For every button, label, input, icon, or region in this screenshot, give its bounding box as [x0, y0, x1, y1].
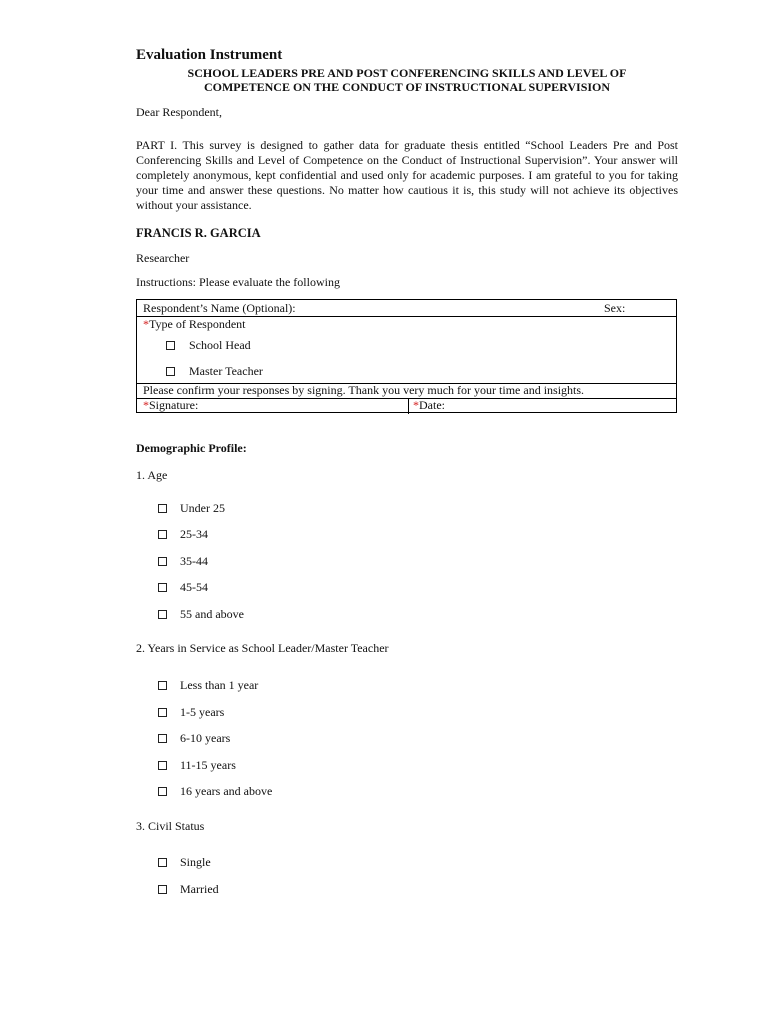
- checkbox-icon[interactable]: [158, 885, 167, 894]
- checkbox-icon[interactable]: [158, 504, 167, 513]
- checkbox-icon[interactable]: [158, 681, 167, 690]
- sex-label: Sex:: [604, 301, 626, 315]
- age-option[interactable]: 35-44: [158, 554, 208, 569]
- researcher-role: Researcher: [136, 251, 190, 265]
- checkbox-icon[interactable]: [158, 583, 167, 592]
- respondent-type-row: [137, 316, 676, 384]
- checkbox-icon[interactable]: [158, 858, 167, 867]
- question-civil-status: 3. Civil Status: [136, 819, 205, 833]
- option-master-teacher[interactable]: Master Teacher: [166, 364, 263, 379]
- document-title: Evaluation Instrument: [136, 47, 283, 63]
- checkbox-icon[interactable]: [158, 557, 167, 566]
- respondent-type-label: *Type of Respondent: [143, 317, 246, 331]
- years-service-option[interactable]: 11-15 years: [158, 758, 236, 773]
- cell-divider: [408, 398, 409, 414]
- age-option[interactable]: Under 25: [158, 501, 225, 516]
- signature-field[interactable]: *Signature:: [143, 398, 199, 412]
- question-years-service: 2. Years in Service as School Leader/Master Teacher: [136, 641, 389, 655]
- demographic-heading: Demographic Profile:: [136, 441, 247, 455]
- checkbox-icon[interactable]: [158, 761, 167, 770]
- date-field[interactable]: *Date:: [413, 398, 445, 412]
- years-service-option[interactable]: 16 years and above: [158, 784, 272, 799]
- checkbox-icon[interactable]: [158, 530, 167, 539]
- civil-status-option[interactable]: Married: [158, 882, 219, 897]
- signature-row: [137, 398, 676, 414]
- option-school-head[interactable]: School Head: [166, 338, 251, 353]
- years-service-option[interactable]: Less than 1 year: [158, 678, 258, 693]
- required-mark: *: [143, 317, 149, 331]
- required-mark: *: [143, 398, 149, 412]
- age-option[interactable]: 45-54: [158, 580, 208, 595]
- intro-paragraph: PART I. This survey is designed to gather data for graduate thesis entitled “School Leaders Pre and Post Conferencing Skills and Level of Competence on the Conduct of Instructional Supervision”. Your answer will completely anonymous, kept confidential and used only for academic purposes. I am grateful to you for taking your time and answer these questions. No matter how cautious it is, this study will not achieve its objectives without your assistance.: [136, 138, 678, 212]
- salutation: Dear Respondent,: [136, 105, 222, 119]
- confirm-text: Please confirm your responses by signing. Thank you very much for your time and insights.: [143, 383, 585, 397]
- checkbox-icon[interactable]: [166, 341, 175, 350]
- required-mark: *: [413, 398, 419, 412]
- instructions-text: Instructions: Please evaluate the following: [136, 275, 340, 289]
- checkbox-icon[interactable]: [158, 708, 167, 717]
- civil-status-option[interactable]: Single: [158, 855, 211, 870]
- years-service-option[interactable]: 6-10 years: [158, 731, 230, 746]
- respondent-name-label: Respondent’s Name (Optional):: [143, 301, 296, 315]
- researcher-name: FRANCIS R. GARCIA: [136, 226, 261, 240]
- confirm-row: [137, 383, 676, 399]
- age-option[interactable]: 55 and above: [158, 607, 244, 622]
- checkbox-icon[interactable]: [158, 787, 167, 796]
- respondent-name-row: [137, 300, 676, 317]
- age-option[interactable]: 25-34: [158, 527, 208, 542]
- checkbox-icon[interactable]: [158, 734, 167, 743]
- checkbox-icon[interactable]: [166, 367, 175, 376]
- document-subtitle-line-2: COMPETENCE ON THE CONDUCT OF INSTRUCTIONAL SUPERVISION: [203, 80, 611, 94]
- question-age: 1. Age: [136, 468, 168, 482]
- respondent-info-table: [136, 299, 677, 413]
- years-service-option[interactable]: 1-5 years: [158, 705, 224, 720]
- document-subtitle-line-1: SCHOOL LEADERS PRE AND POST CONFERENCING SKILLS AND LEVEL OF: [187, 66, 627, 80]
- checkbox-icon[interactable]: [158, 610, 167, 619]
